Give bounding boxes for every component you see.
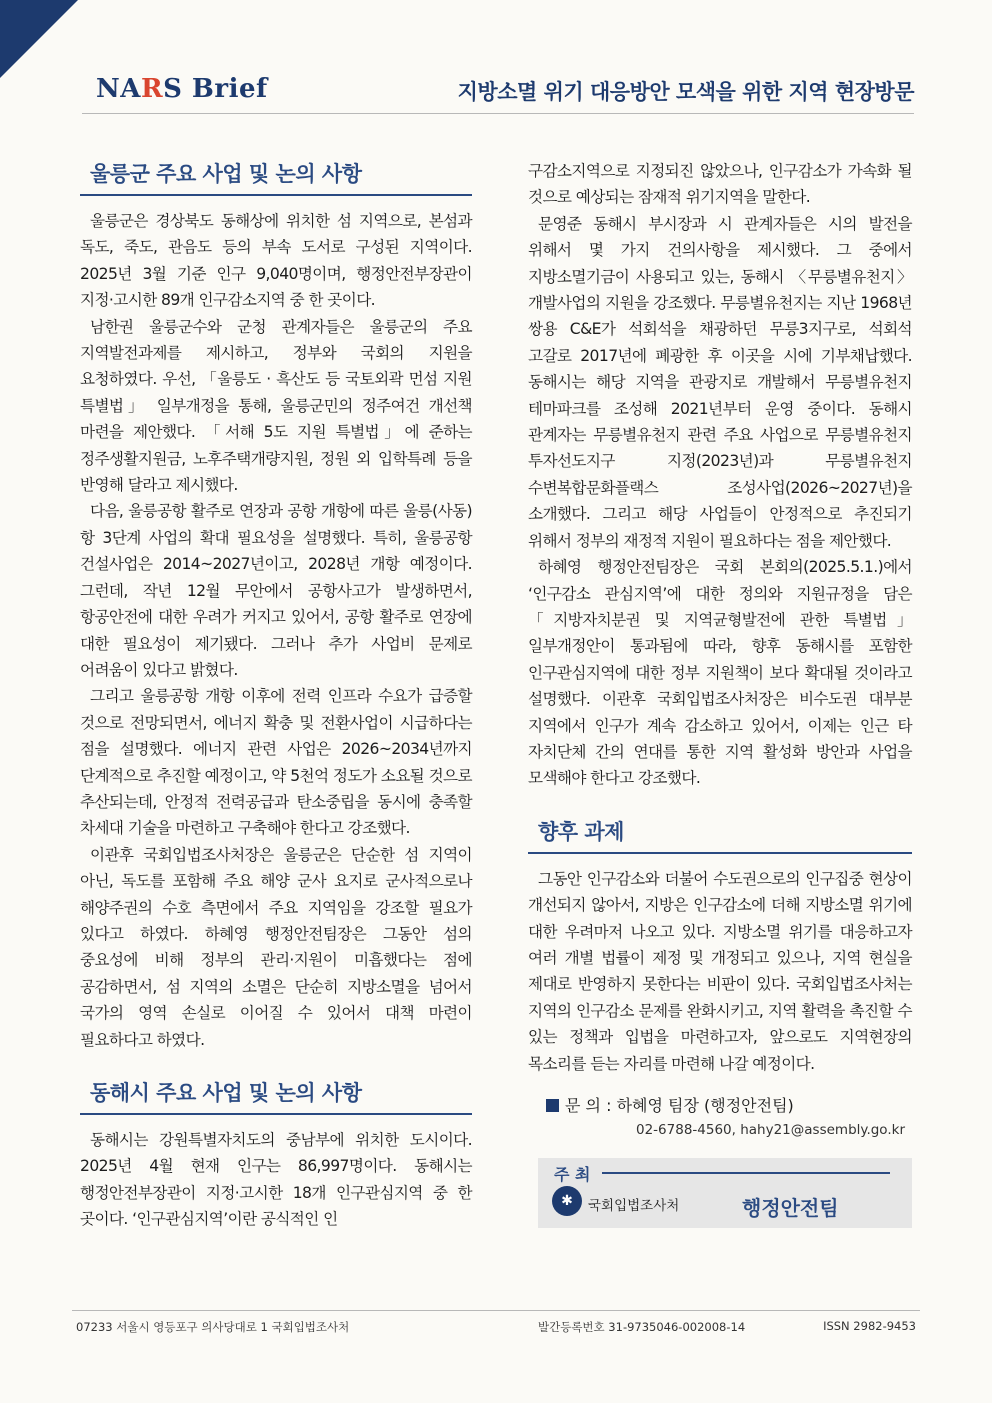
left-column [80,152,472,1233]
footer-address: 07233 서울시 영등포구 의사당대로 1 국회입법조사처 [76,1320,350,1334]
paragraph: 동해시는 강원특별자치도의 중남부에 위치한 도시이다. 2025년 4월 현재 인구는 86,997명이다. 동해시는 행정안전부장관이 지정·고시한 18개 인구관심지역 중 한 곳이다. ‘인구관심지역’이란 공식적인 인 [80,1131,472,1229]
contact-details: 02-6788-4560, hahy21@assembly.go.kr [636,1122,905,1138]
corner-decoration [0,0,78,78]
contact-label: 문 의 : [565,1096,612,1115]
divider [602,1172,890,1174]
footer-issn: ISSN 2982-9453 [823,1319,916,1333]
paragraph: 문영준 동해시 부시장과 시 관계자들은 시의 발전을 위해서 몇 가지 건의사항을 제시했다. 그 중에서 지방소멸기금이 사용되고 있는, 동해시 〈무릉별유천지〉 개발사업의 지원을 강조했다. 무릉별유천지는 지난 1968년 쌍용 C&E가 석회석을 채광하던 무릉3지구로, 석회석 고갈로 2017년에 폐광한 후 이곳을 시에 기부채납했다. 동해시는 해당 지역을 관광지로 개발해서 무릉별유천지 테마파크를 조성해 2021년부터 운영 중이다. 동해시 관계자는 무릉별유천지 관련 주요 사업으로 무릉별유천지 투자선도지구 지정(2023년)과 무릉별유천지 수변복합문화플랙스 조성사업(2026~2027년)을 소개했다. 그리고 해당 사업들이 안정적으로 추진되기 위해서 정부의 재정적 지원이 필요하다는 점을 제안했다. [528,214,912,550]
contact-person: 하혜영 팀장 (행정안전팀) [616,1096,794,1115]
paragraph: 그동안 인구감소와 더불어 수도권으로의 인구집중 현상이 개선되지 않아서, 지방은 인구감소에 더해 지방소멸 위기에 대한 우려마저 나오고 있다. 지방소멸 위기를 대응하고자 여러 개별 법률이 제정 및 개정되고 있으나, 지역 현실을 제대로 반영하지 못한다는 비판이 있다. 국회입법조사처는 지역의 인구감소 문제를 완화시키고, 지역 활력을 촉진할 수 있는 정책과 입법을 마련하고자, 앞으로도 지역현장의 목소리를 듣는 자리를 마련해 나갈 예정이다. [528,869,912,1073]
header-title: 지방소멸 위기 대응방안 모색을 위한 지역 현장방문 [457,80,914,104]
paragraph: 이관후 국회입법조사처장은 울릉군은 단순한 섬 지역이 아닌, 독도를 포함해 주요 해양 군사 요지로 군사적으로나 해양주권의 수호 측면에서 주요 지역임을 강조할 필요가 있다고 하였다. 하혜영 행정안전팀장은 그동안 섬의 중요성에 비해 정부의 관리·지원이 미흡했다는 점에 공감하면서, 섬 지역의 소멸은 단순히 지방소멸을 넘어서 국가의 영역 손실로 이어질 수 있어서 대책 마련이 필요하다고 하였다. [80,845,472,1049]
right-column [528,158,912,1228]
paragraph: 구감소지역으로 지정되진 않았으나, 인구감소가 가속화 될 것으로 예상되는 잠재적 위기지역을 말한다. [528,162,912,207]
paragraph: 그리고 울릉공항 개항 이후에 전력 인프라 수요가 급증할 것으로 전망되면서, 에너지 확충 및 전환사업이 시급하다는 점을 설명했다. 에너지 관련 사업은 2026~2034년까지 단계적으로 추진할 예정이고, 약 5천억 정도가 소요될 것으로 추산되는데, 안정적 전력공급과 탄소중립을 동시에 충족할 차세대 기술을 마련하고 구축해야 한다고 강조했다. [80,687,472,838]
page-header [82,66,914,114]
host-box [538,1158,912,1228]
contact-info [528,1093,912,1116]
section-title-ulleung: 울릉군 주요 사업 및 논의 사항 [80,152,472,196]
section-title-future: 향후 과제 [528,810,912,854]
nars-brief-logo: NARS Brief [96,74,268,104]
paragraph: 하혜영 행정안전팀장은 국회 본회의(2025.5.1.)에서 ‘인구감소 관심지역’에 대한 정의와 지원규정을 담은 「지방자치분권 및 지역균형발전에 관한 특별법」 일부개정안이 통과됨에 따라, 향후 동해시를 포함한 인구관심지역에 대한 정부 지원책이 보다 확대될 것이라고 설명했다. 이관후 국회입법조사처장은 비수도권 대부분 지역에서 인구가 계속 감소하고 있어서, 이제는 인근 타 자치단체 간의 연대를 통한 지역 활성화 방안과 사업을 모색해야 한다고 강조했다. [528,558,912,788]
paragraph: 울릉군은 경상북도 동해상에 위치한 섬 지역으로, 본섬과 독도, 죽도, 관음도 등의 부속 도서로 구성된 지역이다. 2025년 3월 기준 인구 9,040명이며, 행정안전부장관이 지정·고시한 89개 인구감소지역 중 한 곳이다. [80,212,472,310]
section-title-donghae: 동해시 주요 사업 및 논의 사항 [80,1071,472,1115]
paragraph: 다음, 울릉공항 활주로 연장과 공항 개항에 따른 울릉(사동)항 3단계 사업의 확대 필요성을 설명했다. 특히, 울릉공항 건설사업은 2014~2027년이고, 2028년 개항 예정이다. 그런데, 작년 12월 무안에서 공항사고가 발생하면서, 항공안전에 대한 우려가 커지고 있어서, 공항 활주로 연장에 대한 필요성이 제기됐다. 그러나 추가 사업비 문제로 어려움이 있다고 밝혔다. [80,502,472,679]
square-bullet-icon [546,1099,559,1112]
page-footer [72,1310,920,1334]
paragraph: 남한권 울릉군수와 군청 관계자들은 울릉군의 주요 지역발전과제를 제시하고, 정부와 국회의 지원을 요청하였다. 우선, 「울릉도 · 흑산도 등 국토외곽 먼섬 지원 특별법」 일부개정을 통해, 울릉군민의 정주여건 개선책 마련을 제안했다. 「서해 5도 지원 특별법」에 준하는 정주생활지원금, 노후주택개량지원, 정원 외 입학특례 등을 반영해 달라고 제시했다. [80,317,472,495]
footer-registration: 발간등록번호 31-9735046-002008-14 [538,1320,746,1334]
host-label: 주 최 [554,1165,591,1184]
national-assembly-emblem-icon: ✱ [552,1186,582,1216]
host-org-name: 국회입법조사처 [588,1198,680,1214]
host-team-name: 행정안전팀 [742,1196,839,1220]
